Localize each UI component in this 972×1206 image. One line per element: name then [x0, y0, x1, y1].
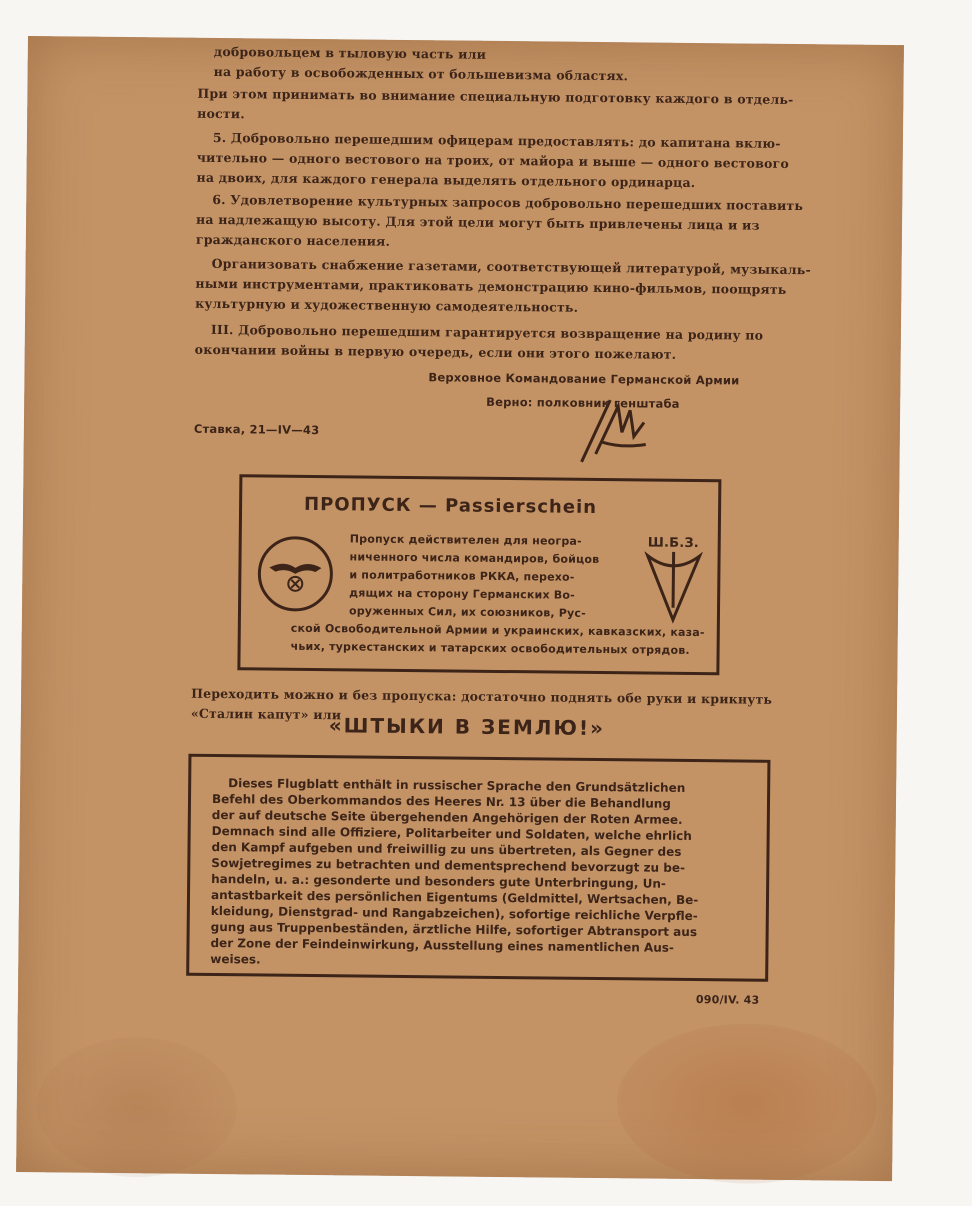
german-line: Demnach sind alle Offiziere, Politarbeiter und Soldaten, welche ehrlich [211, 823, 692, 843]
eagle-seal-icon [255, 533, 336, 614]
text-line: добровольцем в тыловую часть или [213, 43, 487, 62]
pass-text-line: и политработников РККА, перехо- [349, 568, 575, 584]
paper-stain [36, 1036, 237, 1178]
pass-box [237, 474, 721, 675]
text-line: на работу в освобожденных от большевизма областях. [213, 63, 629, 84]
pass-text-line: оруженных Сил, их союзников, Рус- [348, 604, 587, 620]
signature-verified: Верно: полковник генштаба [486, 394, 680, 411]
text-line: При этом принимать во внимание специальную подготовку каждого в отдель- [197, 85, 794, 108]
footer-code: 090/IV. 43 [695, 993, 760, 1007]
pass-text-line: чьих, туркестанских и татарских освободительных отрядов. [290, 639, 690, 657]
german-line: gung aus Truppenbeständen, ärztliche Hilfe, sofortiger Abtransport aus [210, 919, 698, 940]
text-line: чительно — одного вестового на троих, от майора и выше — одного вестового [196, 149, 790, 171]
german-line: der Zone der Feindeinwirkung, Ausstellung eines namentlichen Aus- [210, 935, 674, 955]
text-line: III. Добровольно перешедшим гарантируется возвращение на родину по [210, 321, 764, 343]
german-line: Befehl des Oberkommandos des Heeres Nr. 13 über die Behandlung [211, 791, 672, 811]
text-line: культурную и художественную самодеятельность. [195, 295, 579, 315]
german-line: weises. [210, 951, 261, 967]
handwritten-signature [572, 392, 653, 465]
german-line: antastbarkeit des persönlichen Eigentums (Geldmittel, Wertsachen, Be- [210, 887, 699, 908]
crossing-note: Переходить можно и без пропуска: достаточно поднять обе руки и крикнуть [191, 685, 773, 707]
bayonet-emblem-icon [643, 551, 704, 624]
emblem-label: Ш.Б.З. [647, 535, 700, 552]
slogan: «ШТЫКИ В ЗЕМЛЮ!» [328, 713, 606, 741]
text-line: ности. [197, 105, 245, 122]
paper-stain [616, 1022, 878, 1185]
german-line: den Kampf aufgeben und freiwillig zu uns übertreten, als Gegner des [211, 839, 682, 859]
pass-title: ПРОПУСК — Passierschein [304, 493, 598, 518]
pass-text-line: ниченного числа командиров, бойцов [349, 550, 600, 567]
crossing-note: «Сталин капут» или [190, 705, 342, 723]
text-line: на надлежащую высоту. Для этой цели могут быть привлечены лица и из [196, 211, 760, 233]
text-line: Организовать снабжение газетами, соответствующей литературой, музыкаль- [211, 255, 812, 278]
leaflet-paper [16, 36, 904, 1181]
german-line: handeln, u. a.: gesonderte und besonders gute Unterbringung, Un- [211, 871, 666, 891]
german-line: der auf deutsche Seite übergehenden Angehörigen der Roten Armee. [211, 807, 683, 827]
text-line: 5. Добровольно перешедшим офицерам предоставлять: до капитана вклю- [212, 129, 781, 151]
german-line: Sowjetregimes zu betrachten und dementsprechend bevorzugt zu be- [211, 855, 686, 875]
german-line: Dieses Flugblatt enthält in russischer Sprache den Grundsätzlichen [228, 776, 686, 795]
text-line: 6. Удовлетворение культурных запросов добровольно перешедших поставить [212, 191, 804, 214]
pass-text-line: Пропуск действителен для неогра- [349, 532, 582, 548]
text-line: гражданского населения. [195, 231, 391, 249]
text-line: окончании войны в первую очередь, если они этого пожелают. [194, 341, 677, 362]
pass-text-line: дящих на сторону Германских Во- [349, 586, 576, 602]
text-line: на двоих, для каждого генерала выделять отдельного ординарца. [196, 169, 696, 190]
signature-authority: Верховное Командование Германской Армии [428, 370, 740, 388]
german-line: kleidung, Dienstgrad- und Rangabzeichen), sofortige reichliche Verpfle- [210, 903, 698, 924]
place-date: Ставка, 21—IV—43 [193, 421, 320, 438]
pass-text-line: ской Освободительной Армии и украинских, кавказских, каза- [290, 621, 705, 640]
text-line: ными инструментами, практиковать демонстрацию кино-фильмов, поощрять [195, 275, 787, 297]
